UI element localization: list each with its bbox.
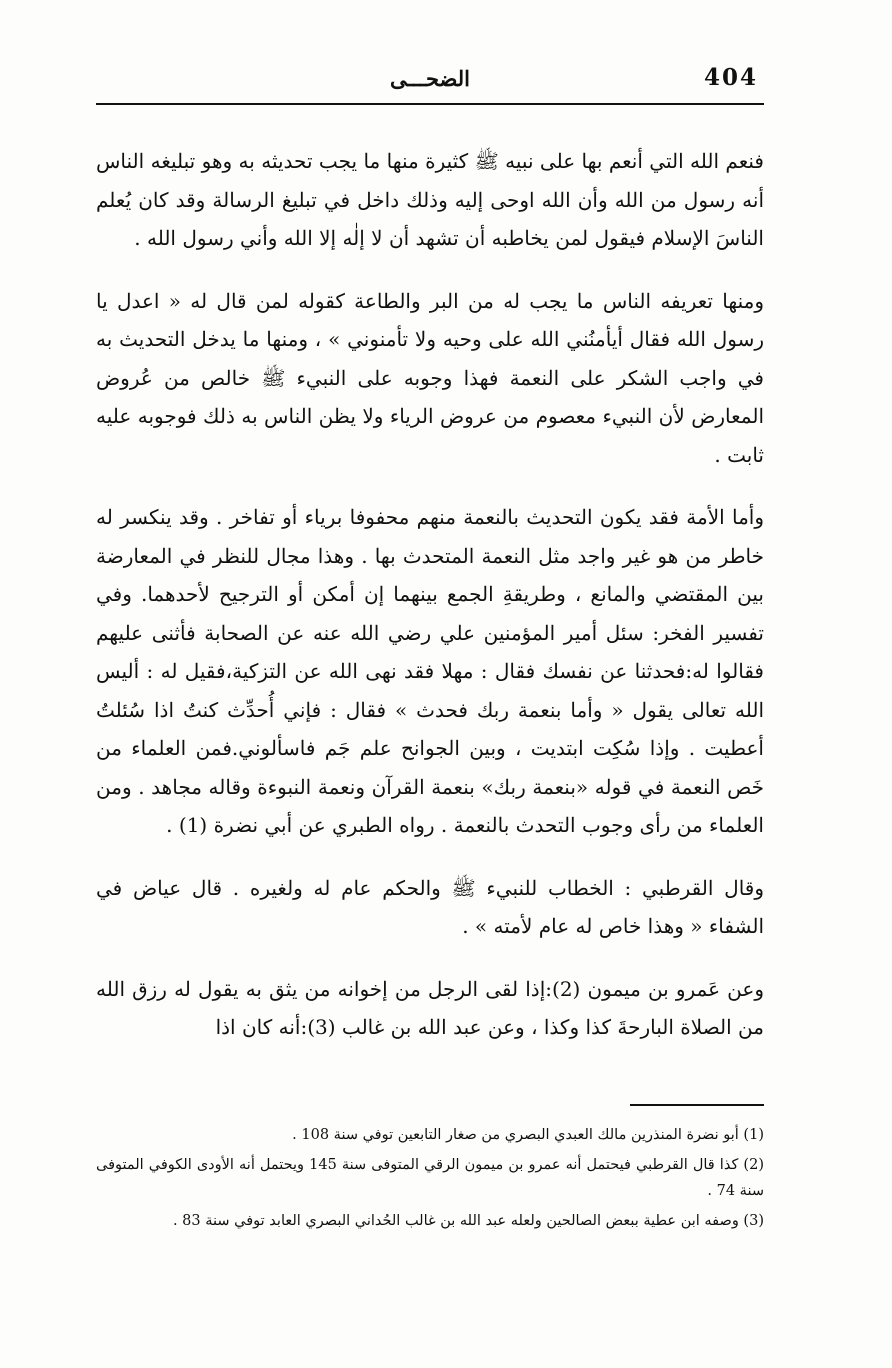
footnote-3: (3) وصفه ابن عطية ببعض الصالحين ولعله عبد الله بن غالب الحُداني البصري العابد توفي سنة 83 . (172, 1213, 764, 1229)
paragraph-3: وأما الأمة فقد يكون التحديث بالنعمة منهم محفوفا برياء أو تفاخر . وقد ينكسر له خاطر من هو غير واجد مثل النعمة المتحدث بها . وهذا مجال للنظر في المعارضة بين المقتضي والمانع ، وطريقةِ الجمع بينهما إن أمكن أو الترجيح لأحدهما. وفي تفسير الفخر: سئل أمير المؤمنين علي رضي الله عنه عن الصحابة فأثنى عليهم فقالوا له:فحدثنا عن نفسك فقال : مهلا فقد نهى الله عن التزكية،فقيل له : أليس الله تعالى يقول « وأما بنعمة ربك فحدث » فقال : فإني أُحدِّث كنتُ اذا سُئلتُ أعطيت . وإذا سُكِت ابتديت ، وبين الجوانح علم جَم فاسألوني.فمن العلماء من خَص النعمة في قوله «بنعمة ربك» بنعمة القرآن ونعمة النبوءة وقاله مجاهد . ومن العلماء من رأى وجوب التحدث بالنعمة . رواه الطبري عن أبي نضرة (1) . (96, 505, 764, 837)
footnote-1: (1) أبو نضرة المنذرين مالك العبدي البصري من صغار التابعين توفي سنة 108 . (292, 1127, 764, 1143)
paragraph-1: فنعم الله التي أنعم بها على نبيه ﷺ كثيرة منها ما يجب تحديثه به وهو تبليغه الناس أنه رسول من الله وأن الله اوحى إليه وذلك داخل في تبليغ الرسالة وقد كان يُعلم الناسَ الإسلام فيقول لمن يخاطبه أن تشهد أن لا إلٰه إلا الله وأني رسول الله . (96, 149, 764, 250)
paragraph-4: وقال القرطبي : الخطاب للنبيء ﷺ والحكم عام له ولغيره . قال عياض في الشفاء « وهذا خاص له عام لأمته » . (96, 875, 764, 938)
paragraph-5: وعن عَمرو بن ميمون (2):إذا لقى الرجل من إخوانه من يثق به يقول له رزق الله من الصلاة البارحةَ كذا وكذا ، وعن عبد الله بن غالب (3):أنه كان اذا (96, 976, 764, 1039)
footnote-2: (2) كذا قال القرطبي فيحتمل أنه عمرو بن ميمون الرقي المتوفى سنة 145 ويحتمل أنه الأودى الكوفي المتوفى سنة 74 . (96, 1157, 764, 1199)
header-rule (96, 103, 764, 105)
page-number: 404 (703, 64, 758, 91)
running-title: الضحـــى (390, 66, 470, 91)
footnotes (96, 1122, 764, 1238)
page-header (96, 58, 764, 98)
main-text (96, 142, 764, 1065)
paragraph-2: ومنها تعريفه الناس ما يجب له من البر والطاعة كقوله لمن قال له « اعدل يا رسول الله فقال أيأمنُني الله على وحيه ولا تأمنوني » ، ومنها ما يدخل التحديث به في واجب الشكر على النعمة فهذا وجوبه على النبيء ﷺ خالص من عُروض المعارض لأن النبيء معصوم من عروض الرياء ولا يظن الناس به ذلك فوجوبه عليه ثابت . (96, 288, 765, 467)
footnote-rule (630, 1104, 764, 1106)
